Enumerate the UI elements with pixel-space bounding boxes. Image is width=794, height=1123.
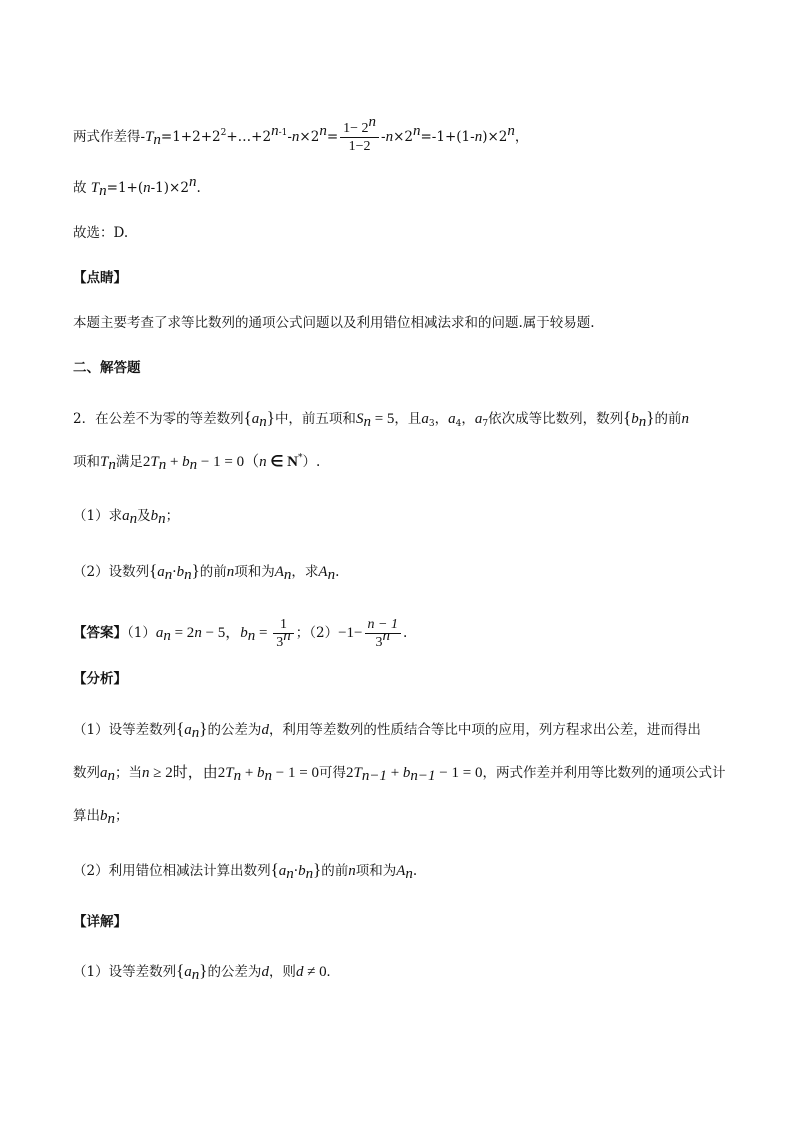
derivation-line-1: 两式作差得$-T_n=1+2+2^2+\dots+2^{n-1}-n\times 2^n=$ $\frac{1- 2^n}{1-2}$ $-n\times 2^n=-1+(1-n)\times 2^n$， — [73, 114, 529, 154]
analysis-line-1: （1）设等差数列$\{a_n\}$的公差为d，利用等差数列的性质结合等比中项的应用，列方程求出公差，进而得出 — [73, 719, 701, 741]
subquestion-2: （2）设数列$\{a_n\cdot b_n\}$的前n项和为$A_n$，求$A_n$. — [73, 561, 340, 583]
detail-line-1: （1）设等差数列$\{a_n\}$的公差为d，则d ≠ 0. — [73, 961, 331, 983]
analysis-line-4: （2）利用错位相减法计算出数列$\{a_n\cdot b_n\}$的前n项和为$A_n$. — [73, 860, 418, 882]
fraction-an: $\frac{n - 1}{3^n}$ — [365, 616, 401, 651]
question-line-1: 2．在公差不为零的等差数列$\{a_n\}$中，前五项和$S_n = 5$，且$a_3$，$a_4$，$a_7$依次成等比数列，数列$\{b_n\}$的前n — [73, 408, 689, 430]
derivation-line-2: 故 $T_n=1+(n-1)\times 2^n$. — [73, 174, 201, 199]
question-line-2: 项和$T_n$满足$2T_n + b_n - 1 = 0(n$ ∈ N*）. — [73, 453, 321, 473]
heading-xiangjie: 【详解】 — [73, 914, 127, 930]
answer-line: 【答案】$(1)a_n = 2n - 5$，$b_n$ = $\frac{1}{3^n}$ ；（2）−1− $\frac{n - 1}{3^n}$ . — [73, 617, 408, 650]
choice-line: 故选：D. — [73, 225, 129, 241]
analysis-line-2: 数列$a_n$；当n ≥ 2时，由$2T_n + b_n - 1 = 0$可得$2T_{n-1} + b_{n-1} - 1 = 0$，两式作差并利用等比数列的通项公式计 — [73, 765, 726, 784]
answer-label: 【答案】 — [73, 625, 127, 641]
subquestion-1: （1）求$a_n$及$b_n$； — [73, 508, 180, 527]
analysis-line-3: 算出$b_n$； — [73, 808, 129, 827]
comment-paragraph: 本题主要考查了求等比数列的通项公式问题以及利用错位相减法求和的问题.属于较易题. — [73, 315, 595, 331]
fraction-sum: $\frac{1- 2^n}{1-2}$ — [340, 120, 379, 155]
heading-fenxi: 【分析】 — [73, 671, 127, 687]
fraction-bn: $\frac{1}{3^n}$ — [273, 616, 294, 651]
section-heading-jiedati: 二、解答题 — [73, 360, 141, 376]
heading-dianjing: 【点睛】 — [73, 270, 127, 286]
